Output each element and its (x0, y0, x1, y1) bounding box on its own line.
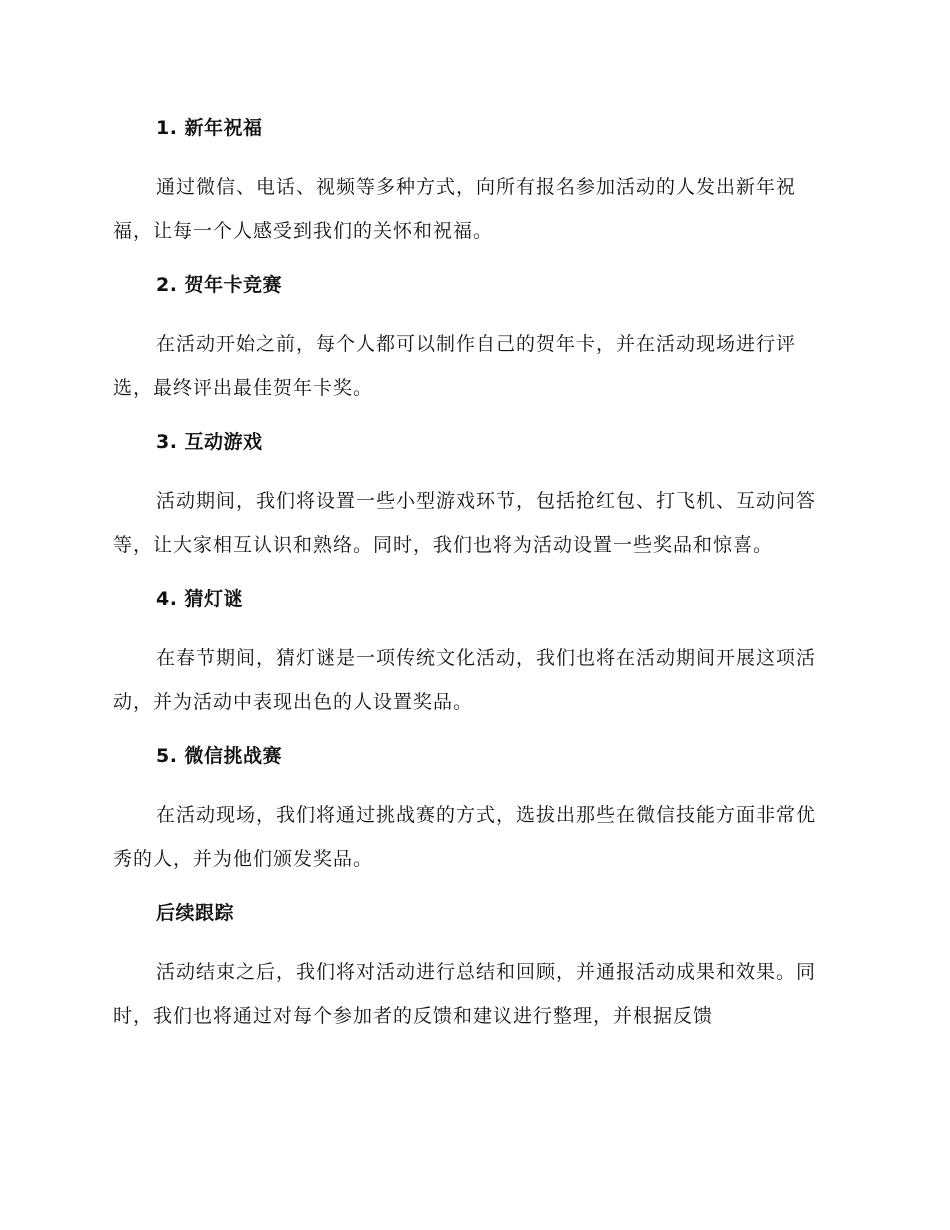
document-content (113, 112, 831, 1054)
section-heading-greeting-card-contest: 2. 贺年卡竞赛 (156, 274, 283, 296)
section-heading-interactive-games: 3. 互动游戏 (156, 431, 263, 453)
section-body-follow-up: 活动结束之后，我们将对活动进行总结和回顾，并通报活动成果和效果。同时，我们也将通过对每个参加者的反馈和建议进行整理，并根据反馈 (113, 961, 817, 1027)
section-body-new-year-greetings: 通过微信、电话、视频等多种方式，向所有报名参加活动的人发出新年祝福，让每一个人感受到我们的关怀和祝福。 (113, 176, 797, 242)
section-heading-new-year-greetings: 1. 新年祝福 (156, 117, 263, 139)
section-heading-lantern-riddles: 4. 猜灯谜 (156, 588, 244, 610)
section-body-lantern-riddles: 在春节期间，猜灯谜是一项传统文化活动，我们也将在活动期间开展这项活动，并为活动中表现出色的人设置奖品。 (113, 647, 817, 713)
section-heading-wechat-challenge: 5. 微信挑战赛 (156, 745, 283, 767)
section-heading-follow-up: 后续跟踪 (156, 902, 235, 924)
section-body-interactive-games: 活动期间，我们将设置一些小型游戏环节，包括抢红包、打飞机、互动问答等，让大家相互认识和熟络。同时，我们也将为活动设置一些奖品和惊喜。 (113, 490, 817, 556)
section-body-greeting-card-contest: 在活动开始之前，每个人都可以制作自己的贺年卡，并在活动现场进行评选，最终评出最佳贺年卡奖。 (113, 333, 797, 399)
section-body-wechat-challenge: 在活动现场，我们将通过挑战赛的方式，选拔出那些在微信技能方面非常优秀的人，并为他们颁发奖品。 (113, 804, 817, 870)
